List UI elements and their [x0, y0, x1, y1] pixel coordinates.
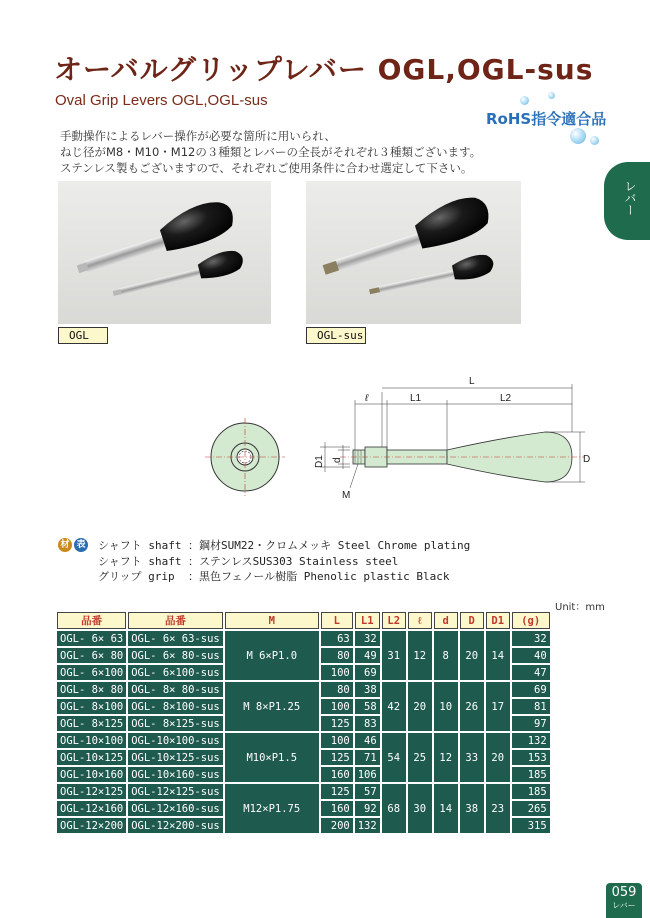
cell-l: 125 — [321, 784, 353, 799]
col-header-d1: D1 — [486, 612, 510, 629]
cell-l2: 68 — [382, 784, 406, 833]
col-header-d-small: d — [434, 612, 458, 629]
bubble-decoration — [590, 136, 599, 145]
dim-label-L: L — [469, 376, 475, 387]
table-row — [57, 784, 550, 799]
cell-code: OGL-10×125 — [57, 750, 126, 765]
bubble-decoration — [520, 96, 529, 105]
cell-code-sus: OGL-10×160-sus — [128, 767, 223, 782]
cell-l1: 38 — [355, 682, 380, 697]
dim-label-l: ℓ — [365, 393, 369, 404]
product-photo-ogl-sus — [306, 181, 521, 324]
lever-photo-illustration — [306, 181, 521, 324]
cell-m: M12×P1.75 — [225, 784, 319, 833]
cell-l1: 132 — [355, 818, 380, 833]
cell-weight: 81 — [512, 699, 550, 714]
lever-photo-illustration — [58, 181, 271, 324]
cell-m: M 8×P1.25 — [225, 682, 319, 731]
cell-code-sus: OGL-10×100-sus — [128, 733, 223, 748]
finish-badge: 表 — [74, 538, 88, 552]
dim-label-D: D — [583, 454, 591, 465]
cell-d-small: 8 — [434, 631, 458, 680]
cell-d1: 14 — [486, 631, 510, 680]
cell-weight: 185 — [512, 767, 550, 782]
intro-line: ねじ径がM8・M10・M12の３種類とレバーの全長がそれぞれ３種類ございます。 — [60, 145, 482, 159]
cell-code-sus: OGL- 6× 80-sus — [128, 648, 223, 663]
material-value: ：鋼材SUM22・クロムメッキ Steel Chrome plating — [188, 539, 471, 552]
page-number-box — [606, 883, 642, 918]
page-number: 059 — [611, 885, 637, 900]
cell-d1: 20 — [486, 733, 510, 782]
cell-weight: 153 — [512, 750, 550, 765]
cell-code-sus: OGL- 6×100-sus — [128, 665, 223, 680]
cell-weight: 132 — [512, 733, 550, 748]
dim-label-d: d — [332, 457, 343, 463]
cell-d-large: 20 — [460, 631, 484, 680]
col-header-ell: ℓ — [408, 612, 432, 629]
cell-weight: 265 — [512, 801, 550, 816]
col-header-l2: L2 — [382, 612, 406, 629]
material-badge: 材 — [58, 538, 72, 552]
col-header-m: M — [225, 612, 319, 629]
cell-l2: 31 — [382, 631, 406, 680]
cell-code: OGL- 6× 63 — [57, 631, 126, 646]
material-part: シャフト shaft — [98, 554, 182, 568]
table-row — [57, 733, 550, 748]
cell-weight: 47 — [512, 665, 550, 680]
page-section-label: レバー — [612, 901, 636, 910]
cell-code-sus: OGL-12×200-sus — [128, 818, 223, 833]
dim-label-L1: L1 — [410, 393, 422, 404]
cell-weight: 97 — [512, 716, 550, 731]
cell-weight: 40 — [512, 648, 550, 663]
cell-l: 100 — [321, 733, 353, 748]
col-header-d-large: D — [460, 612, 484, 629]
cell-l1: 58 — [355, 699, 380, 714]
cell-l1: 46 — [355, 733, 380, 748]
cell-l1: 32 — [355, 631, 380, 646]
cell-m: M 6×P1.0 — [225, 631, 319, 680]
col-header-l: L — [321, 612, 353, 629]
cell-code: OGL- 8×100 — [57, 699, 126, 714]
cell-code: OGL-12×160 — [57, 801, 126, 816]
cell-ell: 20 — [408, 682, 432, 731]
table-row — [57, 682, 550, 697]
unit-label: Unit：mm — [555, 602, 605, 613]
cell-d-small: 12 — [434, 733, 458, 782]
cell-l: 125 — [321, 750, 353, 765]
cell-ell: 12 — [408, 631, 432, 680]
cell-code: OGL- 6× 80 — [57, 648, 126, 663]
intro-text — [60, 128, 481, 176]
cell-l: 100 — [321, 665, 353, 680]
cell-weight: 185 — [512, 784, 550, 799]
page-title: オーバルグリップレバー OGL,OGL-sus — [54, 53, 594, 86]
section-tab-label: レバー — [623, 180, 637, 216]
photo-label-ogl-sus: OGL-sus — [306, 327, 366, 344]
material-value: ：ステンレスSUS303 Stainless steel — [188, 554, 399, 568]
cell-code-sus: OGL- 8×100-sus — [128, 699, 223, 714]
section-tab[interactable] — [604, 162, 650, 240]
cell-l: 200 — [321, 818, 353, 833]
cell-code: OGL- 8× 80 — [57, 682, 126, 697]
page-subtitle: Oval Grip Levers OGL,OGL-sus — [55, 92, 268, 109]
cell-code-sus: OGL-12×125-sus — [128, 784, 223, 799]
cell-weight: 69 — [512, 682, 550, 697]
cell-d-large: 38 — [460, 784, 484, 833]
cell-code-sus: OGL- 8×125-sus — [128, 716, 223, 731]
cell-code-sus: OGL- 6× 63-sus — [128, 631, 223, 646]
side-view — [340, 432, 585, 482]
cell-l: 100 — [321, 699, 353, 714]
spec-table — [55, 610, 552, 835]
product-photo-ogl — [58, 181, 271, 324]
cell-l2: 54 — [382, 733, 406, 782]
bubble-decoration — [548, 92, 555, 99]
cell-code: OGL-10×100 — [57, 733, 126, 748]
cell-d-large: 26 — [460, 682, 484, 731]
cell-weight: 32 — [512, 631, 550, 646]
dim-label-L2: L2 — [500, 393, 512, 404]
end-view — [205, 418, 285, 496]
cell-l: 80 — [321, 648, 353, 663]
cell-l2: 42 — [382, 682, 406, 731]
col-header-code-sus: 品番 — [128, 612, 223, 629]
dimension-drawing — [200, 370, 610, 510]
cell-m: M10×P1.5 — [225, 733, 319, 782]
cell-code-sus: OGL-10×125-sus — [128, 750, 223, 765]
cell-d-small: 10 — [434, 682, 458, 731]
cell-l: 125 — [321, 716, 353, 731]
cell-d1: 17 — [486, 682, 510, 731]
cell-l1: 69 — [355, 665, 380, 680]
cell-l1: 49 — [355, 648, 380, 663]
cell-l: 80 — [321, 682, 353, 697]
cell-l1: 106 — [355, 767, 380, 782]
material-part: シャフト shaft — [98, 539, 182, 552]
cell-code: OGL-12×200 — [57, 818, 126, 833]
cell-code-sus: OGL-12×160-sus — [128, 801, 223, 816]
photo-label-ogl: OGL — [58, 327, 108, 344]
cell-l: 160 — [321, 801, 353, 816]
dim-label-D1: D1 — [314, 455, 325, 468]
cell-ell: 30 — [408, 784, 432, 833]
cell-l1: 57 — [355, 784, 380, 799]
dim-label-M: M — [342, 490, 351, 501]
intro-line: ステンレス製もございますので、それぞれご使用条件に合わせ選定して下さい。 — [60, 161, 473, 175]
cell-l: 63 — [321, 631, 353, 646]
cell-d1: 23 — [486, 784, 510, 833]
material-part: グリップ grip — [98, 570, 175, 583]
bubble-decoration — [570, 128, 586, 144]
cell-code: OGL-12×125 — [57, 784, 126, 799]
cell-l1: 92 — [355, 801, 380, 816]
col-header-l1: L1 — [355, 612, 380, 629]
table-header-row — [57, 612, 550, 629]
cell-ell: 25 — [408, 733, 432, 782]
cell-code: OGL-10×160 — [57, 767, 126, 782]
cell-code: OGL- 8×125 — [57, 716, 126, 731]
cell-code-sus: OGL- 8× 80-sus — [128, 682, 223, 697]
cell-l: 160 — [321, 767, 353, 782]
cell-l1: 71 — [355, 750, 380, 765]
table-row — [57, 631, 550, 646]
col-header-weight: (g) — [512, 612, 550, 629]
rohs-badge: RoHS指令適合品 — [486, 110, 607, 128]
cell-code: OGL- 6×100 — [57, 665, 126, 680]
cell-d-large: 33 — [460, 733, 484, 782]
col-header-code: 品番 — [57, 612, 126, 629]
intro-line: 手動操作によるレバー操作が必要な箇所に用いられ、 — [60, 129, 336, 143]
cell-d-small: 14 — [434, 784, 458, 833]
cell-weight: 315 — [512, 818, 550, 833]
material-value: ：黒色フェノール樹脂 Phenolic plastic Black — [188, 570, 450, 583]
cell-l1: 83 — [355, 716, 380, 731]
